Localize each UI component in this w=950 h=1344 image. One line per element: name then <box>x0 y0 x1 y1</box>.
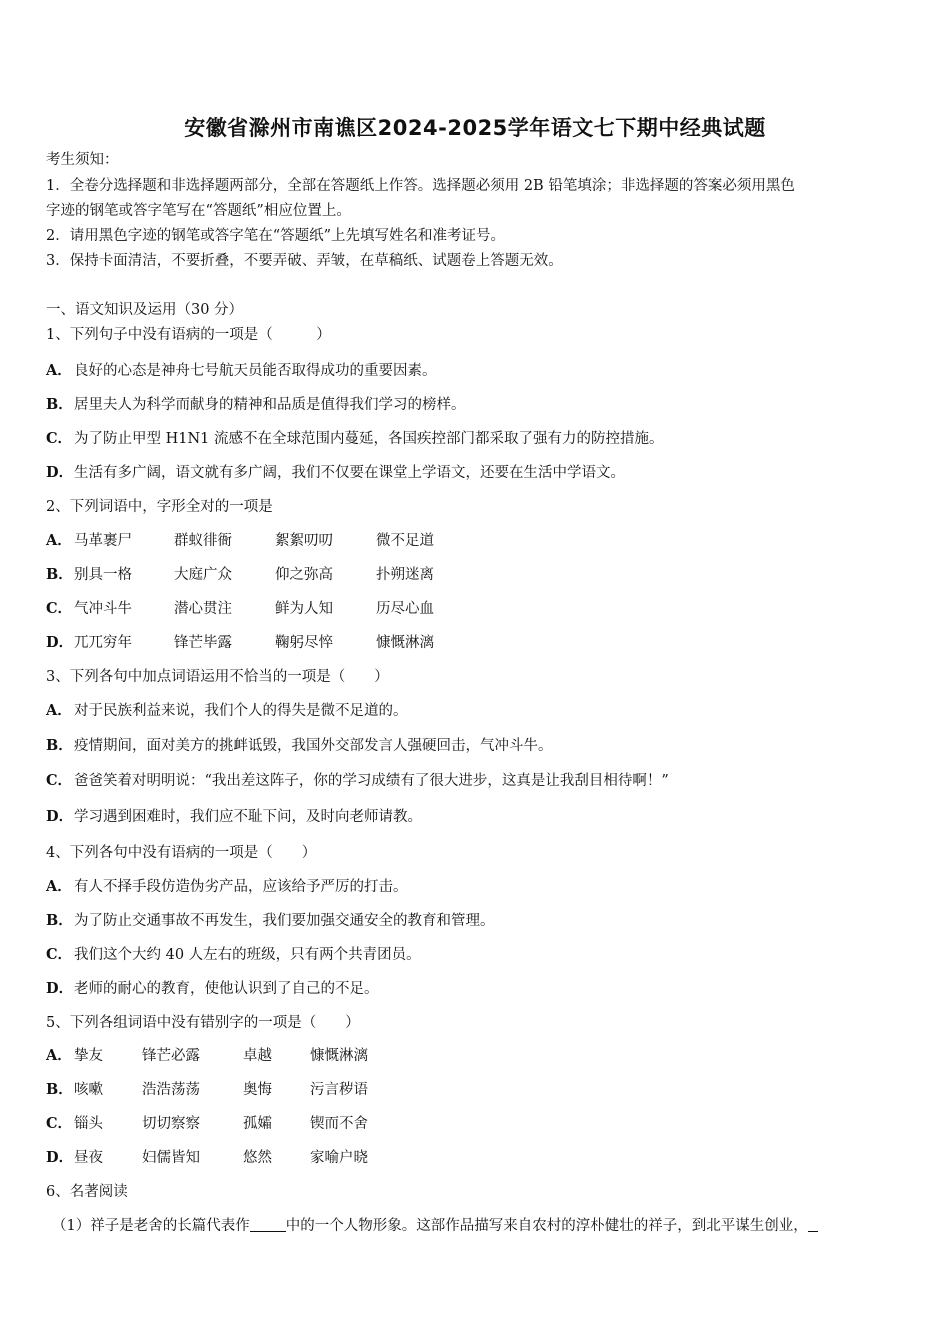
word: 群蚁徘衙 <box>174 533 232 549</box>
word: 悠然 <box>243 1150 272 1166</box>
notice-item-3: 3．保持卡面清洁，不要折叠，不要弄破、弄皱，在草稿纸、试题卷上答题无效。 <box>46 253 563 269</box>
section-heading: 一、语文知识及运用（30 分） <box>46 302 244 318</box>
option-letter: A． <box>46 702 72 719</box>
q2-option-c <box>46 599 910 619</box>
option-text: 学习遇到困难时，我们应不耻下问，及时向老师请教。 <box>74 809 422 825</box>
word: 妇儒皆知 <box>142 1150 200 1166</box>
option-letter: A． <box>46 362 72 379</box>
q1-option-b <box>46 395 910 415</box>
q1-option-d <box>46 463 910 483</box>
q5-option-c <box>46 1114 910 1134</box>
option-letter: D． <box>46 808 74 825</box>
word: 污言秽语 <box>310 1082 368 1098</box>
word: 挚友 <box>74 1048 103 1064</box>
q4-option-a <box>46 877 910 897</box>
word: 别具一格 <box>74 567 132 583</box>
q2-option-d <box>46 633 910 653</box>
option-text: 为了防止甲型 H1N1 流感不在全球范围内蔓延，各国疾控部门都采取了强有力的防控措施。 <box>74 431 664 447</box>
q4-option-c <box>46 945 910 965</box>
option-letter: C． <box>46 1115 73 1132</box>
option-text: 我们这个大约 40 人左右的班级，只有两个共青团员。 <box>74 947 421 963</box>
option-letter: B． <box>46 737 73 754</box>
word: 家喻户晓 <box>310 1150 368 1166</box>
q4-option-d <box>46 979 910 999</box>
word: 扑朔迷离 <box>376 567 434 583</box>
option-text: 为了防止交通事故不再发生，我们要加强交通安全的教育和管理。 <box>74 913 495 929</box>
option-letter: D． <box>46 980 74 997</box>
q5-option-a <box>46 1046 910 1066</box>
q6-text-a: （1）祥子是老舍的长篇代表作 <box>52 1218 250 1234</box>
word: 锱头 <box>74 1116 103 1132</box>
word: 切切察察 <box>142 1116 200 1132</box>
question-6-stem: 6、名著阅读 <box>46 1184 128 1200</box>
q6-text-b: 中的一个人物形象。这部作品描写来自农村的淳朴健壮的祥子，到北平谋生创业， <box>285 1218 808 1234</box>
option-text: 老师的耐心的教育，使他认识到了自己的不足。 <box>74 981 379 997</box>
word: 兀兀穷年 <box>74 635 132 651</box>
question-1-stem: 1、下列句子中没有语病的一项是（ ） <box>46 327 331 343</box>
option-letter: C． <box>46 430 73 447</box>
word: 锲而不舍 <box>310 1116 368 1132</box>
word: 慷慨淋漓 <box>376 635 434 651</box>
word: 鲜为人知 <box>275 601 333 617</box>
option-letter: A． <box>46 532 72 549</box>
question-3-stem: 3、下列各句中加点词语运用不恰当的一项是（ ） <box>46 669 389 685</box>
q3-option-c <box>46 771 910 791</box>
option-letter: D． <box>46 464 74 481</box>
option-letter: A． <box>46 1047 72 1064</box>
option-letter: D． <box>46 634 74 651</box>
word: 马革裹尸 <box>74 533 132 549</box>
option-text: 居里夫人为科学而献身的精神和品质是值得我们学习的榜样。 <box>74 397 466 413</box>
option-text: 有人不择手段仿造伪劣产品，应该给予严厉的打击。 <box>74 879 408 895</box>
notice-item-1a: 1．全卷分选择题和非选择题两部分，全部在答题纸上作答。选择题必须用 2B 铅笔填涂；非选择题的答案必须用黑色 <box>46 178 795 194</box>
q2-option-b <box>46 565 910 585</box>
option-text: 疫情期间，面对美方的挑衅诋毁，我国外交部发言人强硬回击，气冲斗牛。 <box>74 738 553 754</box>
q6-part-1 <box>52 1216 920 1236</box>
word: 潜心贯注 <box>174 601 232 617</box>
option-letter: A． <box>46 878 72 895</box>
question-5-stem: 5、下列各组词语中没有错别字的一项是（ ） <box>46 1015 360 1031</box>
word: 仰之弥高 <box>275 567 333 583</box>
word: 慷慨淋漓 <box>310 1048 368 1064</box>
notice-item-2: 2．请用黑色字迹的钢笔或答字笔在“答题纸”上先填写姓名和准考证号。 <box>46 228 506 244</box>
word: 絮絮叨叨 <box>275 533 333 549</box>
option-letter: C． <box>46 946 73 963</box>
notice-heading: 考生须知： <box>46 152 119 168</box>
word: 大庭广众 <box>174 567 232 583</box>
q3-option-b <box>46 736 910 756</box>
word: 锋芒毕露 <box>174 635 232 651</box>
answer-blank <box>808 1217 818 1232</box>
word: 鞠躬尽悴 <box>275 635 333 651</box>
word: 历尽心血 <box>376 601 434 617</box>
option-letter: B． <box>46 912 73 929</box>
q4-option-b <box>46 911 910 931</box>
option-letter: B． <box>46 566 73 583</box>
question-4-stem: 4、下列各句中没有语病的一项是（ ） <box>46 845 317 861</box>
q5-option-d <box>46 1148 910 1168</box>
page-title: 安徽省滁州市南谯区2024-2025学年语文七下期中经典试题 <box>184 116 766 140</box>
notice-item-1b: 字迹的钢笔或答字笔写在“答题纸”相应位置上。 <box>46 203 351 219</box>
option-text: 生活有多广阔，语文就有多广阔，我们不仅要在课堂上学语文，还要在生活中学语文。 <box>74 465 625 481</box>
option-letter: B． <box>46 1081 73 1098</box>
word: 卓越 <box>243 1048 272 1064</box>
word: 咳嗽 <box>74 1082 103 1098</box>
q5-option-b <box>46 1080 910 1100</box>
word: 锋芒必露 <box>142 1048 200 1064</box>
q3-option-d <box>46 807 910 827</box>
word: 气冲斗牛 <box>74 601 132 617</box>
answer-blank <box>250 1217 286 1232</box>
word: 昼夜 <box>74 1150 103 1166</box>
option-text: 对于民族利益来说，我们个人的得失是微不足道的。 <box>74 703 408 719</box>
option-text: 良好的心态是神舟七号航天员能否取得成功的重要因素。 <box>74 363 437 379</box>
q1-option-c <box>46 429 910 449</box>
option-letter: B． <box>46 396 73 413</box>
q1-option-a <box>46 361 910 381</box>
word: 奥悔 <box>243 1082 272 1098</box>
option-text: 爸爸笑着对明明说：“我出差这阵子，你的学习成绩有了很大进步，这真是让我刮目相待啊！” <box>74 773 669 789</box>
option-letter: D． <box>46 1149 74 1166</box>
word: 孤孀 <box>243 1116 272 1132</box>
option-letter: C． <box>46 600 73 617</box>
question-2-stem: 2、下列词语中，字形全对的一项是 <box>46 499 273 515</box>
word: 浩浩荡荡 <box>142 1082 200 1098</box>
q3-option-a <box>46 701 910 721</box>
q2-option-a <box>46 531 910 551</box>
option-letter: C． <box>46 772 73 789</box>
word: 微不足道 <box>376 533 434 549</box>
